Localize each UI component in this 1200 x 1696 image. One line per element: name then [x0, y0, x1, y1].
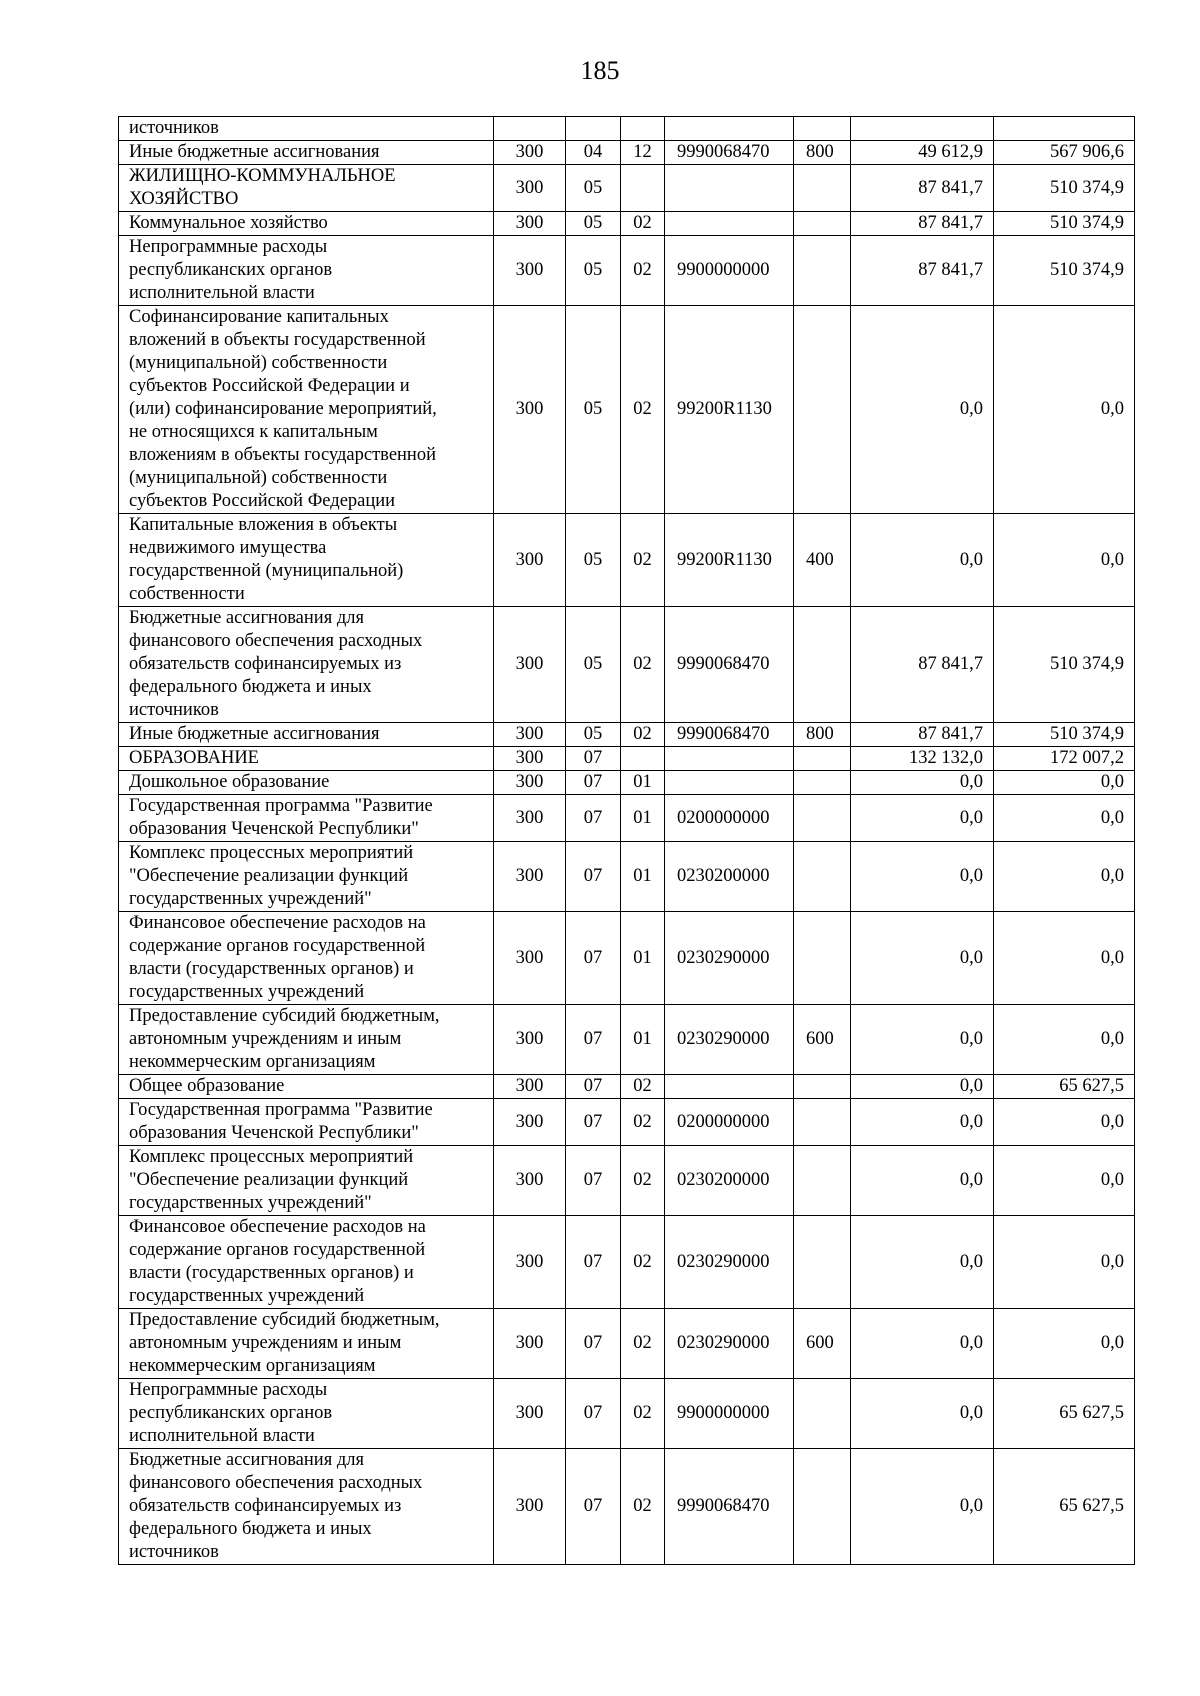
cell-vr — [794, 165, 851, 212]
cell-sum-2: 65 627,5 — [994, 1449, 1135, 1565]
table-row — [119, 306, 1135, 514]
cell-name-line: субъектов Российской Федерации и — [129, 376, 410, 396]
cell-name-line: (муниципальной) собственности — [129, 353, 388, 373]
cell-name-line: Капитальные вложения в объекты — [129, 515, 398, 535]
cell-pr: 02 — [621, 1146, 665, 1216]
cell-name-line: Иные бюджетные ассигнования — [129, 142, 380, 162]
cell-sum-1: 0,0 — [851, 1449, 994, 1565]
cell-vr — [794, 1099, 851, 1146]
cell-sum-2: 510 374,9 — [994, 236, 1135, 306]
cell-name-line: Общее образование — [129, 1076, 285, 1096]
cell-name-line: государственных учреждений — [129, 1286, 365, 1306]
cell-pr: 02 — [621, 306, 665, 514]
cell-gr: 300 — [494, 842, 566, 912]
cell-sum-1: 87 841,7 — [851, 212, 994, 236]
cell-name-line: финансового обеспечения расходных — [129, 631, 423, 651]
cell-name-line: ОБРАЗОВАНИЕ — [129, 748, 259, 768]
cell-sum-2: 510 374,9 — [994, 607, 1135, 723]
cell-csr — [665, 1075, 794, 1099]
cell-sum-2: 567 906,6 — [994, 141, 1135, 165]
cell-name — [119, 1075, 494, 1099]
cell-name-line: (муниципальной) собственности — [129, 468, 388, 488]
cell-name-line: субъектов Российской Федерации — [129, 491, 396, 511]
cell-name-line: источников — [129, 700, 219, 720]
table-row — [119, 747, 1135, 771]
table-body — [119, 117, 1135, 1565]
cell-pr: 02 — [621, 1075, 665, 1099]
cell-name-line: исполнительной власти — [129, 1426, 315, 1446]
table-row — [119, 795, 1135, 842]
cell-csr: 9900000000 — [665, 236, 794, 306]
cell-gr — [494, 117, 566, 141]
cell-sum-1: 0,0 — [851, 1379, 994, 1449]
table-row — [119, 723, 1135, 747]
cell-sum-2: 510 374,9 — [994, 723, 1135, 747]
cell-name-line: государственной (муниципальной) — [129, 561, 404, 581]
budget-table — [118, 116, 1135, 1565]
cell-csr — [665, 771, 794, 795]
cell-gr: 300 — [494, 795, 566, 842]
cell-sum-2: 510 374,9 — [994, 165, 1135, 212]
cell-pr — [621, 165, 665, 212]
cell-sum-2: 0,0 — [994, 771, 1135, 795]
cell-sum-1: 0,0 — [851, 1216, 994, 1309]
cell-gr: 300 — [494, 212, 566, 236]
cell-name-line: финансового обеспечения расходных — [129, 1473, 423, 1493]
cell-name-line: содержание органов государственной — [129, 936, 426, 956]
table-row — [119, 1309, 1135, 1379]
cell-sum-1: 0,0 — [851, 1075, 994, 1099]
cell-pr: 02 — [621, 212, 665, 236]
cell-sum-2: 0,0 — [994, 912, 1135, 1005]
cell-pr: 02 — [621, 1309, 665, 1379]
cell-sum-2: 0,0 — [994, 1309, 1135, 1379]
cell-sum-1: 0,0 — [851, 795, 994, 842]
cell-sum-1: 0,0 — [851, 306, 994, 514]
cell-name-line: исполнительной власти — [129, 283, 315, 303]
table-row — [119, 912, 1135, 1005]
cell-sum-2: 0,0 — [994, 1005, 1135, 1075]
page-number: 185 — [580, 56, 620, 85]
cell-sum-1: 0,0 — [851, 771, 994, 795]
cell-name-line: (или) софинансирование мероприятий, — [129, 399, 437, 419]
cell-gr: 300 — [494, 1379, 566, 1449]
cell-vr: 600 — [794, 1309, 851, 1379]
cell-name-line: государственных учреждений" — [129, 889, 372, 909]
cell-sum-2: 0,0 — [994, 795, 1135, 842]
cell-name-line: недвижимого имущества — [129, 538, 327, 558]
table-row — [119, 1146, 1135, 1216]
cell-vr — [794, 117, 851, 141]
cell-name-line: обязательств софинансируемых из — [129, 1496, 402, 1516]
cell-rz: 05 — [566, 236, 621, 306]
cell-vr: 800 — [794, 141, 851, 165]
cell-name — [119, 1099, 494, 1146]
cell-name — [119, 1309, 494, 1379]
cell-sum-1: 0,0 — [851, 912, 994, 1005]
cell-csr — [665, 747, 794, 771]
cell-name — [119, 141, 494, 165]
cell-pr: 02 — [621, 607, 665, 723]
cell-sum-1: 0,0 — [851, 1146, 994, 1216]
cell-rz: 05 — [566, 723, 621, 747]
cell-rz: 07 — [566, 795, 621, 842]
cell-pr: 02 — [621, 1449, 665, 1565]
cell-name — [119, 1005, 494, 1075]
cell-gr: 300 — [494, 1216, 566, 1309]
cell-name-line: источников — [129, 1542, 219, 1562]
cell-name — [119, 514, 494, 607]
cell-vr — [794, 747, 851, 771]
cell-rz: 05 — [566, 306, 621, 514]
cell-gr: 300 — [494, 1005, 566, 1075]
cell-name — [119, 1146, 494, 1216]
cell-sum-1: 0,0 — [851, 1005, 994, 1075]
cell-name-line: Предоставление субсидий бюджетным, — [129, 1006, 440, 1026]
cell-sum-2: 0,0 — [994, 1099, 1135, 1146]
cell-vr — [794, 1146, 851, 1216]
cell-csr: 0230290000 — [665, 912, 794, 1005]
cell-sum-1: 49 612,9 — [851, 141, 994, 165]
cell-name-line: вложениям в объекты государственной — [129, 445, 436, 465]
cell-rz: 07 — [566, 1216, 621, 1309]
cell-sum-1: 87 841,7 — [851, 236, 994, 306]
cell-sum-2 — [994, 117, 1135, 141]
cell-name — [119, 795, 494, 842]
cell-rz — [566, 117, 621, 141]
cell-name-line: республиканских органов — [129, 1403, 333, 1423]
cell-gr: 300 — [494, 1075, 566, 1099]
cell-name-line: государственных учреждений — [129, 982, 365, 1002]
table-row — [119, 771, 1135, 795]
cell-gr: 300 — [494, 141, 566, 165]
cell-gr: 300 — [494, 723, 566, 747]
cell-sum-1: 132 132,0 — [851, 747, 994, 771]
cell-sum-2: 65 627,5 — [994, 1075, 1135, 1099]
cell-name — [119, 165, 494, 212]
cell-name — [119, 747, 494, 771]
cell-vr: 800 — [794, 723, 851, 747]
cell-gr: 300 — [494, 607, 566, 723]
table-row — [119, 117, 1135, 141]
table-row — [119, 514, 1135, 607]
cell-name — [119, 723, 494, 747]
cell-csr: 99200R1130 — [665, 306, 794, 514]
cell-rz: 04 — [566, 141, 621, 165]
cell-name-line: федерального бюджета и иных — [129, 677, 372, 697]
cell-csr — [665, 212, 794, 236]
cell-gr: 300 — [494, 747, 566, 771]
cell-name-line: "Обеспечение реализации функций — [129, 866, 409, 886]
cell-sum-2: 0,0 — [994, 1146, 1135, 1216]
cell-name — [119, 1449, 494, 1565]
cell-name-line: автономным учреждениям и иным — [129, 1029, 402, 1049]
cell-rz: 07 — [566, 1309, 621, 1379]
cell-name-line: Непрограммные расходы — [129, 1380, 328, 1400]
cell-sum-2: 172 007,2 — [994, 747, 1135, 771]
cell-rz: 07 — [566, 747, 621, 771]
cell-pr: 02 — [621, 1379, 665, 1449]
cell-pr: 01 — [621, 771, 665, 795]
cell-gr: 300 — [494, 1449, 566, 1565]
cell-pr: 01 — [621, 842, 665, 912]
cell-sum-2: 0,0 — [994, 842, 1135, 912]
cell-sum-2: 510 374,9 — [994, 212, 1135, 236]
cell-name — [119, 236, 494, 306]
cell-pr — [621, 747, 665, 771]
cell-csr: 0230200000 — [665, 1146, 794, 1216]
cell-vr — [794, 236, 851, 306]
cell-pr: 01 — [621, 795, 665, 842]
cell-sum-2: 0,0 — [994, 1216, 1135, 1309]
cell-csr: 9990068470 — [665, 723, 794, 747]
cell-gr: 300 — [494, 1146, 566, 1216]
cell-sum-1: 0,0 — [851, 1099, 994, 1146]
cell-sum-1: 87 841,7 — [851, 165, 994, 212]
table-row — [119, 212, 1135, 236]
cell-vr — [794, 212, 851, 236]
cell-pr — [621, 117, 665, 141]
cell-name-line: Финансовое обеспечение расходов на — [129, 1217, 426, 1237]
cell-rz: 07 — [566, 1099, 621, 1146]
cell-name-line: Финансовое обеспечение расходов на — [129, 913, 426, 933]
cell-vr — [794, 1379, 851, 1449]
table-row — [119, 141, 1135, 165]
cell-csr — [665, 117, 794, 141]
cell-name-line: Бюджетные ассигнования для — [129, 1450, 364, 1470]
cell-vr — [794, 1449, 851, 1565]
cell-vr: 600 — [794, 1005, 851, 1075]
table-row — [119, 1449, 1135, 1565]
table-row — [119, 1099, 1135, 1146]
cell-pr: 02 — [621, 723, 665, 747]
cell-name — [119, 607, 494, 723]
cell-vr — [794, 771, 851, 795]
cell-gr: 300 — [494, 1099, 566, 1146]
cell-sum-1: 0,0 — [851, 842, 994, 912]
cell-name — [119, 771, 494, 795]
cell-csr: 9990068470 — [665, 607, 794, 723]
cell-csr: 0230200000 — [665, 842, 794, 912]
cell-sum-2: 0,0 — [994, 306, 1135, 514]
cell-rz: 05 — [566, 212, 621, 236]
cell-csr: 0230290000 — [665, 1216, 794, 1309]
cell-name-line: образования Чеченской Республики" — [129, 819, 419, 839]
cell-gr: 300 — [494, 912, 566, 1005]
cell-vr — [794, 912, 851, 1005]
cell-name — [119, 212, 494, 236]
cell-sum-2: 0,0 — [994, 514, 1135, 607]
cell-name-line: Бюджетные ассигнования для — [129, 608, 364, 628]
cell-name-line: "Обеспечение реализации функций — [129, 1170, 409, 1190]
cell-rz: 07 — [566, 912, 621, 1005]
cell-name-line: некоммерческим организациям — [129, 1356, 376, 1376]
cell-name-line: власти (государственных органов) и — [129, 959, 414, 979]
cell-name-line: образования Чеченской Республики" — [129, 1123, 419, 1143]
cell-csr: 9990068470 — [665, 141, 794, 165]
cell-name-line: Непрограммные расходы — [129, 237, 328, 257]
table-row — [119, 1379, 1135, 1449]
cell-pr: 02 — [621, 236, 665, 306]
cell-csr: 9990068470 — [665, 1449, 794, 1565]
cell-rz: 05 — [566, 165, 621, 212]
cell-csr: 0230290000 — [665, 1005, 794, 1075]
cell-pr: 02 — [621, 514, 665, 607]
cell-name-line: обязательств софинансируемых из — [129, 654, 402, 674]
cell-sum-1: 0,0 — [851, 514, 994, 607]
cell-name-line: содержание органов государственной — [129, 1240, 426, 1260]
cell-csr: 9900000000 — [665, 1379, 794, 1449]
cell-vr — [794, 306, 851, 514]
cell-gr: 300 — [494, 306, 566, 514]
cell-name-line: собственности — [129, 584, 245, 604]
cell-vr — [794, 795, 851, 842]
cell-sum-1: 87 841,7 — [851, 607, 994, 723]
cell-csr: 0230290000 — [665, 1309, 794, 1379]
cell-name — [119, 912, 494, 1005]
cell-vr — [794, 842, 851, 912]
cell-pr: 12 — [621, 141, 665, 165]
cell-sum-1 — [851, 117, 994, 141]
cell-vr — [794, 607, 851, 723]
cell-gr: 300 — [494, 771, 566, 795]
cell-rz: 07 — [566, 1005, 621, 1075]
cell-vr — [794, 1075, 851, 1099]
cell-csr: 0200000000 — [665, 795, 794, 842]
cell-name-line: Государственная программа "Развитие — [129, 1100, 433, 1120]
cell-csr: 99200R1130 — [665, 514, 794, 607]
cell-vr — [794, 1216, 851, 1309]
cell-name-line: Коммунальное хозяйство — [129, 213, 328, 233]
cell-gr: 300 — [494, 165, 566, 212]
cell-sum-1: 87 841,7 — [851, 723, 994, 747]
cell-pr: 02 — [621, 1099, 665, 1146]
cell-name-line: Софинансирование капитальных — [129, 307, 389, 327]
table-row — [119, 165, 1135, 212]
cell-name — [119, 306, 494, 514]
cell-csr: 0200000000 — [665, 1099, 794, 1146]
cell-name-line: республиканских органов — [129, 260, 333, 280]
cell-name-line: Предоставление субсидий бюджетным, — [129, 1310, 440, 1330]
cell-name-line: некоммерческим организациям — [129, 1052, 376, 1072]
table-row — [119, 1075, 1135, 1099]
cell-pr: 01 — [621, 912, 665, 1005]
cell-name — [119, 842, 494, 912]
cell-name-line: Дошкольное образование — [129, 772, 330, 792]
cell-pr: 02 — [621, 1216, 665, 1309]
cell-name-line: Комплекс процессных мероприятий — [129, 1147, 414, 1167]
cell-name — [119, 1379, 494, 1449]
cell-name — [119, 1216, 494, 1309]
cell-csr — [665, 165, 794, 212]
cell-rz: 07 — [566, 771, 621, 795]
cell-name-line: источников — [129, 118, 219, 138]
cell-name-line: государственных учреждений" — [129, 1193, 372, 1213]
cell-gr: 300 — [494, 236, 566, 306]
cell-name-line: федерального бюджета и иных — [129, 1519, 372, 1539]
cell-rz: 07 — [566, 1146, 621, 1216]
cell-sum-1: 0,0 — [851, 1309, 994, 1379]
cell-name-line: ЖИЛИЩНО-КОММУНАЛЬНОЕ — [129, 166, 396, 186]
cell-gr: 300 — [494, 514, 566, 607]
cell-name-line: не относящихся к капитальным — [129, 422, 378, 442]
cell-rz: 05 — [566, 514, 621, 607]
cell-rz: 07 — [566, 1075, 621, 1099]
table-row — [119, 1216, 1135, 1309]
cell-rz: 05 — [566, 607, 621, 723]
cell-name-line: Государственная программа "Развитие — [129, 796, 433, 816]
cell-sum-2: 65 627,5 — [994, 1379, 1135, 1449]
cell-name-line: Иные бюджетные ассигнования — [129, 724, 380, 744]
cell-pr: 01 — [621, 1005, 665, 1075]
cell-name-line: ХОЗЯЙСТВО — [129, 189, 239, 209]
cell-name-line: автономным учреждениям и иным — [129, 1333, 402, 1353]
cell-name-line: Комплекс процессных мероприятий — [129, 843, 414, 863]
cell-vr: 400 — [794, 514, 851, 607]
table-row — [119, 842, 1135, 912]
cell-rz: 07 — [566, 1379, 621, 1449]
table-row — [119, 607, 1135, 723]
cell-rz: 07 — [566, 1449, 621, 1565]
table-row — [119, 236, 1135, 306]
cell-name-line: власти (государственных органов) и — [129, 1263, 414, 1283]
cell-rz: 07 — [566, 842, 621, 912]
table-row — [119, 1005, 1135, 1075]
cell-name — [119, 117, 494, 141]
cell-gr: 300 — [494, 1309, 566, 1379]
cell-name-line: вложений в объекты государственной — [129, 330, 426, 350]
